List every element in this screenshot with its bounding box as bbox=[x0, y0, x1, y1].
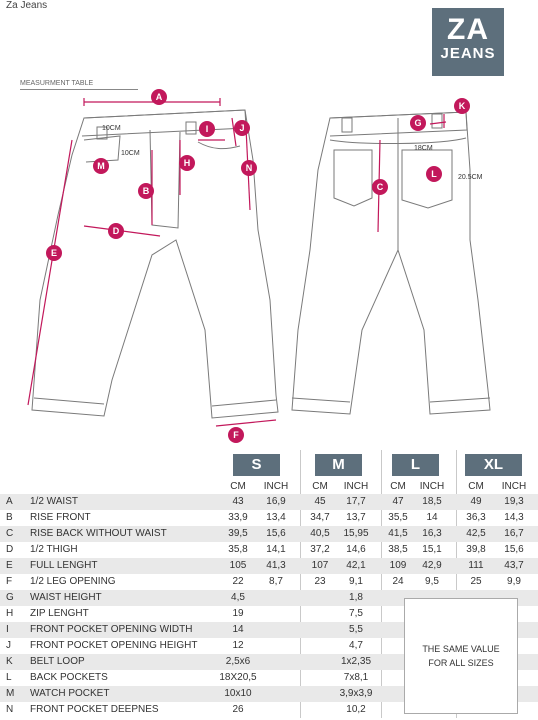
same-value-line1: THE SAME VALUE bbox=[422, 644, 500, 654]
svg-text:H: H bbox=[183, 158, 191, 168]
common-row: G WAIST HEIGHT 4,5 1,8 bbox=[0, 590, 538, 606]
svg-text:E: E bbox=[50, 248, 58, 258]
common-row: N FRONT POCKET DEEPNES 26 10,2 bbox=[6, 704, 366, 715]
marker-h bbox=[179, 155, 195, 171]
marker-d bbox=[108, 223, 124, 239]
dim-line-f bbox=[216, 420, 276, 426]
svg-text:I: I bbox=[205, 124, 209, 134]
table-row: D 1/2 THIGH 35,8 14,1 37,2 14,6 38,5 15,1 39,8 15,6 bbox=[6, 544, 524, 555]
common-row: J FRONT POCKET OPENING HEIGHT 12 4,7 bbox=[6, 640, 363, 651]
table-row: A 1/2 WAIST 43 16,9 45 17,7 47 18,5 49 19,3 bbox=[0, 494, 538, 510]
unit-s-cm: CM bbox=[230, 481, 246, 492]
logo-line1: ZA bbox=[447, 13, 489, 46]
svg-text:L: L bbox=[431, 169, 437, 179]
table-row: B RISE FRONT 33,9 13,4 34,7 13,7 35,5 14 36,3 14,3 bbox=[6, 512, 524, 523]
same-value-note bbox=[404, 598, 518, 714]
marker-m bbox=[93, 158, 109, 174]
marker-b bbox=[138, 183, 154, 199]
marker-j bbox=[234, 120, 250, 136]
marker-l bbox=[426, 166, 442, 182]
common-row: L BACK POCKETS 18X20,5 7x8,1 bbox=[6, 672, 369, 683]
measurement-title: MEASURMENT TABLE bbox=[20, 80, 94, 87]
marker-i bbox=[199, 121, 215, 137]
svg-text:M: M bbox=[97, 161, 105, 171]
marker-c bbox=[372, 179, 388, 195]
svg-text:G: G bbox=[414, 118, 422, 128]
brand-name: Za Jeans bbox=[6, 0, 48, 11]
size-header-xl: XL bbox=[465, 454, 522, 476]
dim-line-e bbox=[28, 140, 72, 405]
marker-a bbox=[151, 89, 167, 105]
svg-text:J: J bbox=[239, 123, 245, 133]
common-row: I FRONT POCKET OPENING WIDTH 14 5,5 bbox=[0, 622, 538, 638]
size-header-s: S bbox=[233, 454, 280, 476]
front-pocket-right bbox=[198, 142, 240, 149]
table-row: F 1/2 LEG OPENING 22 8,7 23 9,1 24 9,5 25 9,9 bbox=[6, 576, 521, 587]
svg-text:C: C bbox=[376, 182, 384, 192]
back-hem-right bbox=[430, 398, 490, 402]
common-row: K BELT LOOP 2,5x6 1x2,35 bbox=[0, 654, 538, 670]
unit-m-cm: CM bbox=[312, 481, 328, 492]
marker-n bbox=[241, 160, 257, 176]
same-value-line2: FOR ALL SIZES bbox=[428, 658, 494, 668]
back-hem-left bbox=[292, 398, 350, 402]
unit-xl-cm: CM bbox=[468, 481, 484, 492]
unit-l-cm: CM bbox=[390, 481, 406, 492]
size-header-l: L bbox=[392, 454, 439, 476]
marker-e bbox=[46, 245, 62, 261]
svg-text:K: K bbox=[458, 101, 466, 111]
common-row: M WATCH POCKET 10x10 3,9x3,9 bbox=[0, 686, 538, 702]
svg-text:D: D bbox=[112, 226, 120, 236]
back-belt-loop-1 bbox=[342, 118, 352, 132]
back-belt-loop-2 bbox=[432, 114, 442, 128]
svg-text:N: N bbox=[245, 163, 253, 173]
front-fly bbox=[150, 130, 180, 228]
dim-pocket-height: 10CM bbox=[121, 150, 140, 157]
size-header-m: M bbox=[315, 454, 362, 476]
svg-text:B: B bbox=[142, 186, 150, 196]
marker-k bbox=[454, 98, 470, 114]
units-row bbox=[0, 479, 538, 495]
svg-text:A: A bbox=[155, 92, 163, 102]
back-jeans-outline bbox=[292, 112, 490, 414]
table-row: E FULL LENGHT 105 41,3 107 42,1 109 42,9 111 43,7 bbox=[0, 558, 538, 574]
logo-line2: JEANS bbox=[440, 45, 496, 62]
marker-g bbox=[410, 115, 426, 131]
unit-xl-inch: INCH bbox=[501, 481, 527, 492]
back-pocket-left bbox=[334, 150, 372, 206]
dim-pocket-width: 10CM bbox=[102, 125, 121, 132]
dim-back-width: 18CM bbox=[414, 145, 433, 152]
table-row: C RISE BACK WITHOUT WAIST 39,5 15,6 40,5 15,95 41,5 16,3 42,5 16,7 bbox=[0, 526, 538, 542]
unit-s-inch: INCH bbox=[263, 481, 289, 492]
unit-m-inch: INCH bbox=[343, 481, 369, 492]
front-hem-left bbox=[34, 398, 104, 404]
unit-l-inch: INCH bbox=[419, 481, 445, 492]
common-row: H ZIP LENGHT 19 7,5 bbox=[6, 608, 363, 619]
svg-text:F: F bbox=[233, 430, 239, 440]
back-pocket-right bbox=[402, 150, 452, 208]
front-hem-right bbox=[212, 400, 276, 406]
dim-back-height: 20.5CM bbox=[458, 174, 483, 181]
marker-f bbox=[228, 427, 244, 443]
front-belt-loop-2 bbox=[186, 122, 196, 134]
